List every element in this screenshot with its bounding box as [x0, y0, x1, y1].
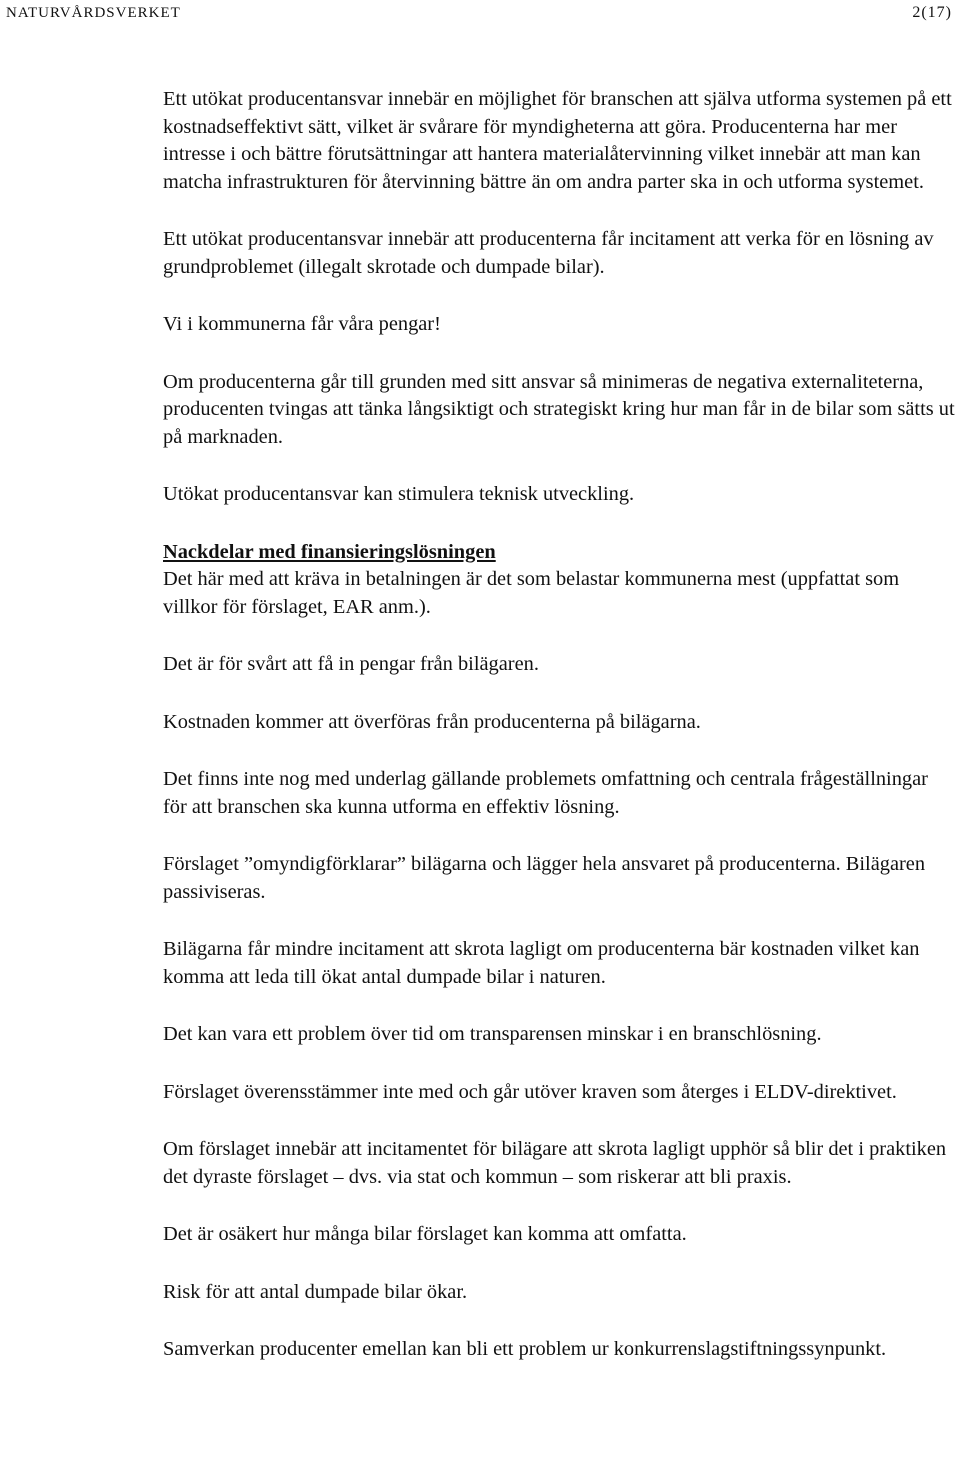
- paragraph: Om förslaget innebär att incitamentet för bilägare att skrota lagligt upphör så blir det i praktiken det dyraste förslaget – dvs. via stat och kommun – som riskerar att bli praxis.: [163, 1138, 947, 1188]
- page-number: 2(17): [912, 4, 952, 21]
- paragraph: Det kan vara ett problem över tid om transparensen minskar i en branschlösning.: [163, 1023, 822, 1045]
- paragraph: Ett utökat producentansvar innebär att producenterna får incitament att verka för en lösning av grundproblemet (illegalt skrotade och dumpade bilar).: [163, 228, 934, 278]
- paragraph: Risk för att antal dumpade bilar ökar.: [163, 1280, 468, 1303]
- paragraph: Samverkan producenter emellan kan bli ett problem ur konkurrenslagstiftningssynpunkt.: [163, 1338, 887, 1360]
- document-body: [163, 86, 955, 1364]
- paragraph: Förslaget överensstämmer inte med och går utöver kraven som återges i ELDV-direktivet.: [163, 1080, 897, 1103]
- paragraph: Om producenterna går till grunden med sitt ansvar så minimeras de negativa externaliteterna, producenten tvingas att tänka långsiktigt och strategiskt kring hur man får in de bilar som sätts ut på marknaden.: [163, 370, 955, 448]
- paragraph: Det är osäkert hur många bilar förslaget kan komma att omfatta.: [163, 1223, 687, 1245]
- paragraph: Utökat producentansvar kan stimulera teknisk utveckling.: [163, 483, 635, 505]
- paragraph: Vi i kommunerna får våra pengar!: [163, 313, 441, 335]
- paragraph: Ett utökat producentansvar innebär en möjlighet för branschen att själva utforma systemen på ett kostnadseffektivt sätt, vilket är svårare för myndigheterna att göra. Producenterna har mer intresse i och bättre förutsättningar att hantera materialåtervinning vilket innebär att man kan matcha infrastrukturen för återvinning bättre än om andra parter ska in och utforma systemet.: [163, 88, 952, 193]
- paragraph: Förslaget ”omyndigförklarar” bilägarna och lägger hela ansvaret på producenterna. Bilägaren passiviseras.: [163, 853, 926, 903]
- section-disadvantages: [163, 539, 955, 622]
- page-header: [0, 0, 960, 30]
- paragraph: Bilägarna får mindre incitament att skrota lagligt om producenterna bär kostnaden vilket kan komma att leda till ökat antal dumpade bilar i naturen.: [163, 938, 920, 988]
- section-intro: Det här med att kräva in betalningen är det som belastar kommunerna mest (uppfattat som villkor för förslaget, EAR anm.).: [163, 568, 900, 618]
- organization-name: NATURVÅRDSVERKET: [6, 5, 181, 21]
- paragraph: Det är för svårt att få in pengar från bilägaren.: [163, 653, 539, 675]
- paragraph: Kostnaden kommer att överföras från producenterna på bilägarna.: [163, 710, 701, 733]
- section-heading: Nackdelar med finansieringslösningen: [163, 540, 496, 563]
- paragraph: Det finns inte nog med underlag gällande problemets omfattning och centrala frågeställningar för att branschen ska kunna utforma en effektiv lösning.: [163, 768, 928, 818]
